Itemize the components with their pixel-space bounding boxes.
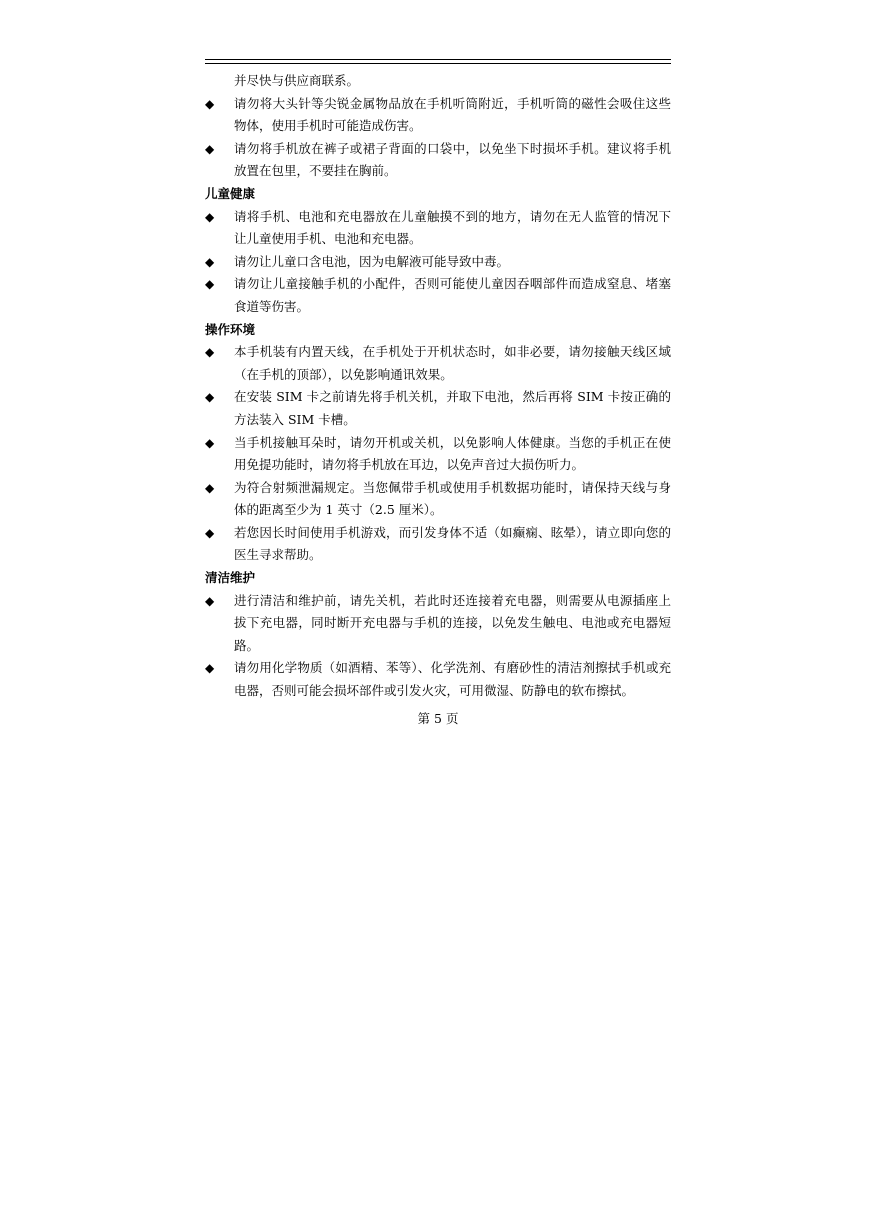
section-heading-operating-environment: 操作环境 — [205, 321, 256, 337]
diamond-bullet-icon: ◆ — [205, 141, 215, 156]
list-item: ◆ 请将手机、电池和充电器放在儿童触摸不到的地方，请勿在无人监管的情况下让儿童使用手机、电池和充电器。 — [205, 206, 671, 251]
page-content — [205, 70, 671, 703]
diamond-bullet-icon: ◆ — [205, 345, 215, 360]
list-item: ◆ 若您因长时间使用手机游戏，而引发身体不适（如癫痫、眩晕），请立即向您的医生寻求帮助。 — [205, 522, 671, 567]
list-item: ◆ 请勿让儿童接触手机的小配件，否则可能使儿童因吞咽部件而造成窒息、堵塞食道等伤害。 — [205, 273, 671, 318]
header-rule-thin — [205, 63, 671, 64]
list-item: ◆ 当手机接触耳朵时，请勿开机或关机，以免影响人体健康。当您的手机正在使用免提功能时，请勿将手机放在耳边，以免声音过大损伤听力。 — [205, 432, 671, 477]
list-item: ◆ 请勿让儿童口含电池，因为电解液可能导致中毒。 — [205, 251, 671, 274]
continuation-text: 并尽快与供应商联系。 — [234, 73, 360, 88]
diamond-bullet-icon: ◆ — [205, 390, 215, 405]
list-item: ◆ 请勿将手机放在裤子或裙子背面的口袋中，以免坐下时损坏手机。建议将手机放置在包里，不要挂在胸前。 — [205, 138, 671, 183]
diamond-bullet-icon: ◆ — [205, 661, 215, 676]
section-heading-cleaning-maintenance: 清洁维护 — [205, 570, 256, 586]
diamond-bullet-icon: ◆ — [205, 593, 215, 608]
diamond-bullet-icon: ◆ — [205, 277, 215, 292]
diamond-bullet-icon: ◆ — [205, 254, 215, 269]
diamond-bullet-icon: ◆ — [205, 480, 215, 495]
list-item: ◆ 进行清洁和维护前，请先关机，若此时还连接着充电器，则需要从电源插座上拔下充电器，同时断开充电器与手机的连接，以免发生触电、电池或充电器短路。 — [205, 590, 671, 658]
section-heading-child-health: 儿童健康 — [205, 185, 256, 201]
page-number: 第 5 页 — [417, 711, 459, 726]
list-item: ◆ 为符合射频泄漏规定。当您佩带手机或使用手机数据功能时，请保持天线与身体的距离至少为 1 英寸（2.5 厘米）。 — [205, 477, 671, 522]
diamond-bullet-icon: ◆ — [205, 96, 215, 111]
header-rule — [205, 59, 671, 60]
list-item: ◆ 请勿将大头针等尖锐金属物品放在手机听筒附近，手机听筒的磁性会吸住这些物体，使用手机时可能造成伤害。 — [205, 93, 671, 138]
list-item: ◆ 本手机装有内置天线，在手机处于开机状态时，如非必要，请勿接触天线区域（在手机的顶部），以免影响通讯效果。 — [205, 341, 671, 386]
list-item: ◆ 请勿用化学物质（如酒精、苯等）、化学洗剂、有磨砂性的清洁剂擦拭手机或充电器，否则可能会损坏部件或引发火灾，可用微湿、防静电的软布擦拭。 — [205, 657, 671, 702]
diamond-bullet-icon: ◆ — [205, 525, 215, 540]
diamond-bullet-icon: ◆ — [205, 435, 215, 450]
diamond-bullet-icon: ◆ — [205, 209, 215, 224]
list-item: ◆ 在安装 SIM 卡之前请先将手机关机，并取下电池，然后再将 SIM 卡按正确的方法装入 SIM 卡槽。 — [205, 386, 671, 431]
